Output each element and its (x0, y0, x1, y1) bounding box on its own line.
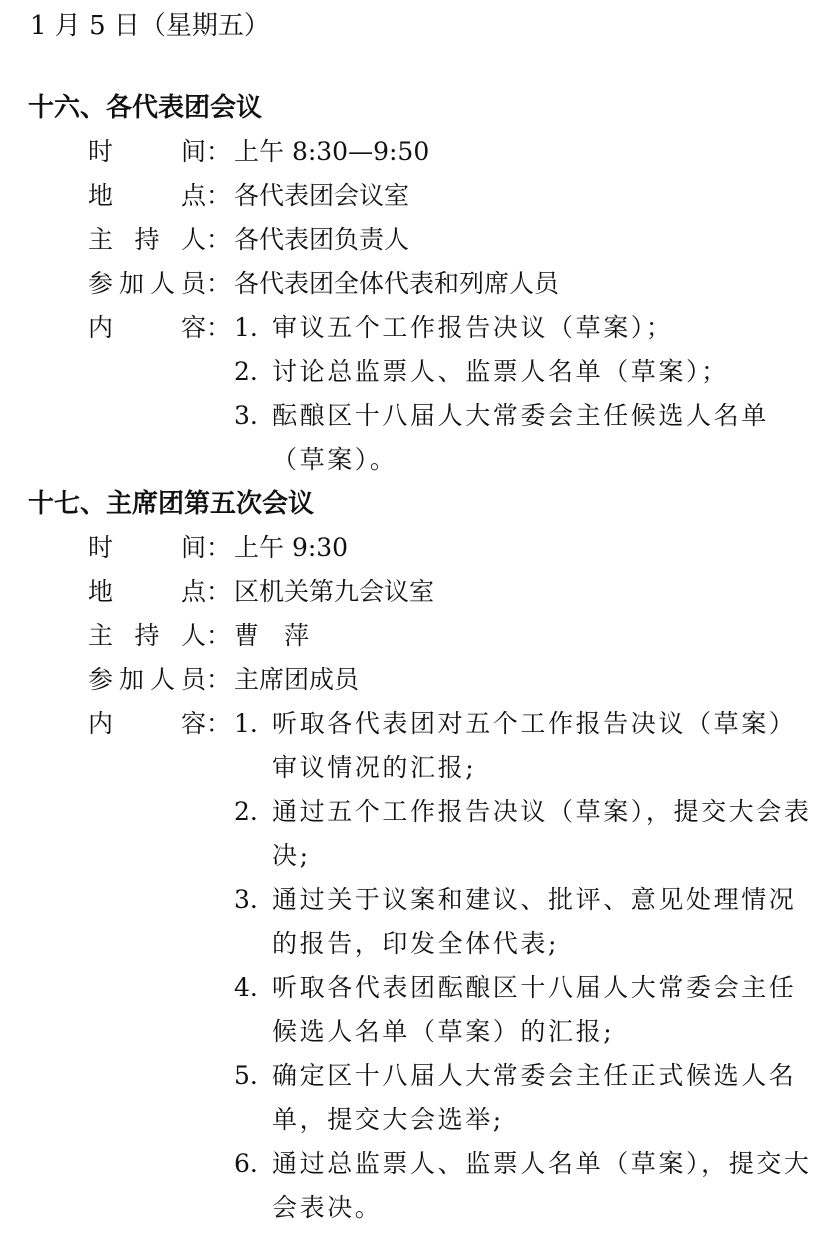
label-char: 持 (134, 225, 160, 254)
item-number: 3. (234, 885, 258, 914)
label-char: 地 (88, 181, 114, 210)
item-number: 4. (234, 973, 258, 1002)
agenda-item (234, 790, 820, 878)
time-value: 上午 8:30—9:50 (234, 137, 430, 166)
place-label (88, 570, 206, 614)
agenda-item (234, 702, 820, 790)
host-value: 曹 萍 (234, 621, 310, 650)
label-char: 间 (180, 137, 206, 166)
colon: ： (206, 621, 232, 650)
agenda-item (234, 1054, 820, 1142)
place-value: 区机关第九会议室 (234, 577, 435, 606)
item-text: 讨论总监票人、监票人名单（草案）； (272, 357, 729, 386)
item-text: 通过总监票人、监票人名单（草案），提交大会表决。 (272, 1149, 812, 1222)
item-text: 听取各代表团对五个工作报告决议（草案）审议情况的汇报; (272, 709, 797, 782)
label-char: 加 (118, 665, 144, 694)
colon: ： (206, 269, 232, 298)
label-char: 间 (180, 533, 206, 562)
agenda-item (234, 966, 820, 1054)
label-char: 时 (88, 137, 114, 166)
colon: ： (206, 709, 232, 738)
section-title-16: 十六、各代表团会议 (28, 93, 263, 123)
label-char: 内 (88, 709, 114, 738)
colon: ： (206, 313, 232, 342)
section-title-17: 十七、主席团第五次会议 (28, 489, 315, 519)
date-heading: 1 月 5 日（星期五） (30, 11, 270, 41)
label-char: 员 (180, 665, 206, 694)
item-number: 1. (234, 313, 258, 342)
label-char: 人 (149, 269, 175, 298)
label-char: 内 (88, 313, 114, 342)
colon: ： (206, 137, 232, 166)
agenda-item (234, 1142, 820, 1230)
item-number: 1. (234, 709, 258, 738)
label-char: 主 (88, 621, 114, 650)
label-char: 时 (88, 533, 114, 562)
place-value: 各代表团会议室 (234, 181, 410, 210)
content-label (88, 702, 206, 746)
item-number: 3. (234, 401, 258, 430)
label-char: 人 (180, 225, 206, 254)
label-char: 人 (149, 665, 175, 694)
item-text: 确定区十八届人大常委会主任正式候选人名单，提交大会选举; (272, 1061, 797, 1134)
time-value: 上午 9:30 (234, 533, 349, 562)
place-label (88, 174, 206, 218)
label-char: 容 (180, 709, 206, 738)
agenda-item (234, 306, 820, 350)
host-label (88, 614, 206, 658)
item-text: 通过五个工作报告决议（草案），提交大会表决; (272, 797, 812, 870)
agenda-item (234, 350, 820, 394)
colon: ： (206, 533, 232, 562)
host-label (88, 218, 206, 262)
time-label (88, 526, 206, 570)
item-text: 听取各代表团酝酿区十八届人大常委会主任候选人名单（草案）的汇报; (272, 973, 797, 1046)
participants-value: 各代表团全体代表和列席人员 (234, 269, 560, 298)
colon: ： (206, 665, 232, 694)
content-label (88, 306, 206, 350)
agenda-item (234, 394, 820, 482)
item-text: 酝酿区十八届人大常委会主任候选人名单（草案）。 (272, 401, 769, 474)
host-value: 各代表团负责人 (234, 225, 410, 254)
item-number: 2. (234, 797, 258, 826)
label-char: 持 (134, 621, 160, 650)
label-char: 地 (88, 577, 114, 606)
colon: ： (206, 181, 232, 210)
label-char: 参 (88, 665, 114, 694)
colon: ： (206, 577, 232, 606)
participants-label (88, 658, 206, 702)
colon: ： (206, 225, 232, 254)
label-char: 点 (180, 181, 206, 210)
label-char: 主 (88, 225, 114, 254)
participants-value: 主席团成员 (234, 665, 360, 694)
time-label (88, 130, 206, 174)
item-number: 5. (234, 1061, 258, 1090)
item-number: 6. (234, 1149, 258, 1178)
label-char: 参 (88, 269, 114, 298)
item-text: 通过关于议案和建议、批评、意见处理情况的报告，印发全体代表; (272, 885, 797, 958)
label-char: 加 (118, 269, 144, 298)
participants-label (88, 262, 206, 306)
item-number: 2. (234, 357, 258, 386)
agenda-item (234, 878, 820, 966)
label-char: 点 (180, 577, 206, 606)
label-char: 员 (180, 269, 206, 298)
item-text: 审议五个工作报告决议（草案）； (272, 313, 674, 342)
label-char: 人 (180, 621, 206, 650)
label-char: 容 (180, 313, 206, 342)
